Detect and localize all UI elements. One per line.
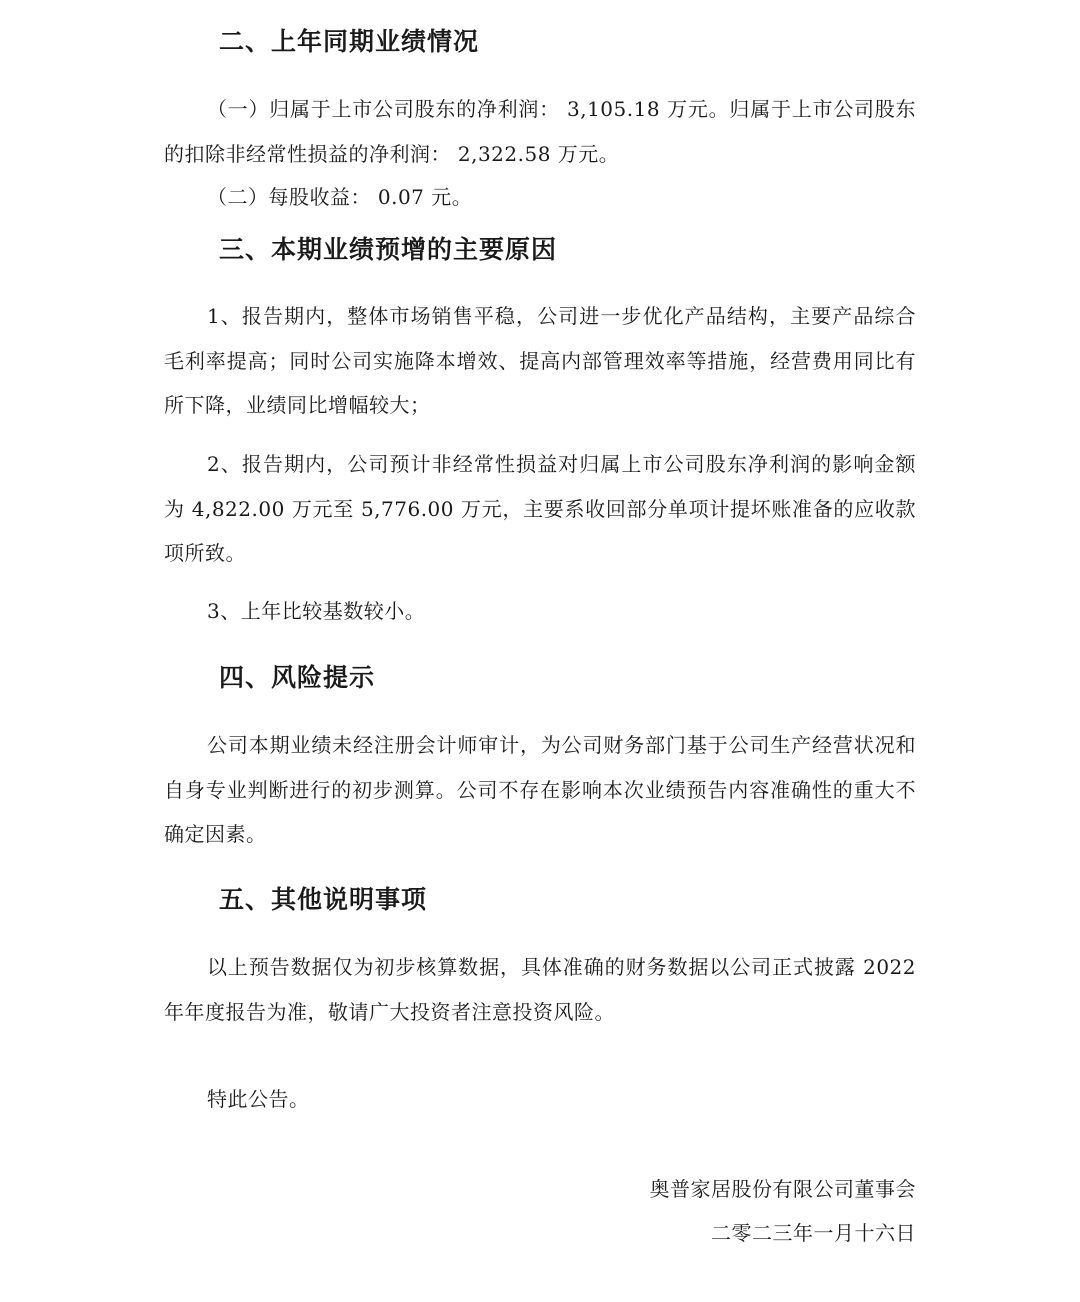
section-2-heading: 二、上年同期业绩情况 [219,27,480,56]
section-3-reason-2: 2、报告期内，公司预计非经常性损益对归属上市公司股东净利润的影响金额为 4,822.00 万元至 5,776.00 万元，主要系收回部分单项计提坏账准备的应收款项所致。 [164,452,916,565]
section-4-text: 公司本期业绩未经注册会计师审计，为公司财务部门基于公司生产经营状况和自身专业判断进行的初步测算。公司不存在影响本次业绩预告内容准确性的重大不确定因素。 [164,733,916,846]
closing-statement: 特此公告。 [207,1087,310,1111]
section-5-heading: 五、其他说明事项 [219,885,428,914]
section-3-reason-3: 3、上年比较基数较小。 [207,599,426,623]
section-4-heading: 四、风险提示 [219,663,376,692]
section-3-heading: 三、本期业绩预增的主要原因 [219,235,558,264]
section-3-reason-1: 1、报告期内，整体市场销售平稳，公司进一步优化产品结构，主要产品综合毛利率提高；同时公司实施降本增效、提高内部管理效率等措施，经营费用同比有所下降，业绩同比增幅较大； [164,304,916,417]
signature-company: 奥普家居股份有限公司董事会 [649,1177,916,1201]
section-2-item-1: （一）归属于上市公司股东的净利润： 3,105.18 万元。归属于上市公司股东的扣除非经常性损益的净利润： 2,322.58 万元。 [164,97,916,166]
signature-date: 二零二三年一月十六日 [711,1221,916,1245]
section-5-text: 以上预告数据仅为初步核算数据，具体准确的财务数据以公司正式披露 2022 年年度报告为准，敬请广大投资者注意投资风险。 [164,955,916,1024]
section-2-item-2: （二）每股收益： 0.07 元。 [207,185,473,209]
